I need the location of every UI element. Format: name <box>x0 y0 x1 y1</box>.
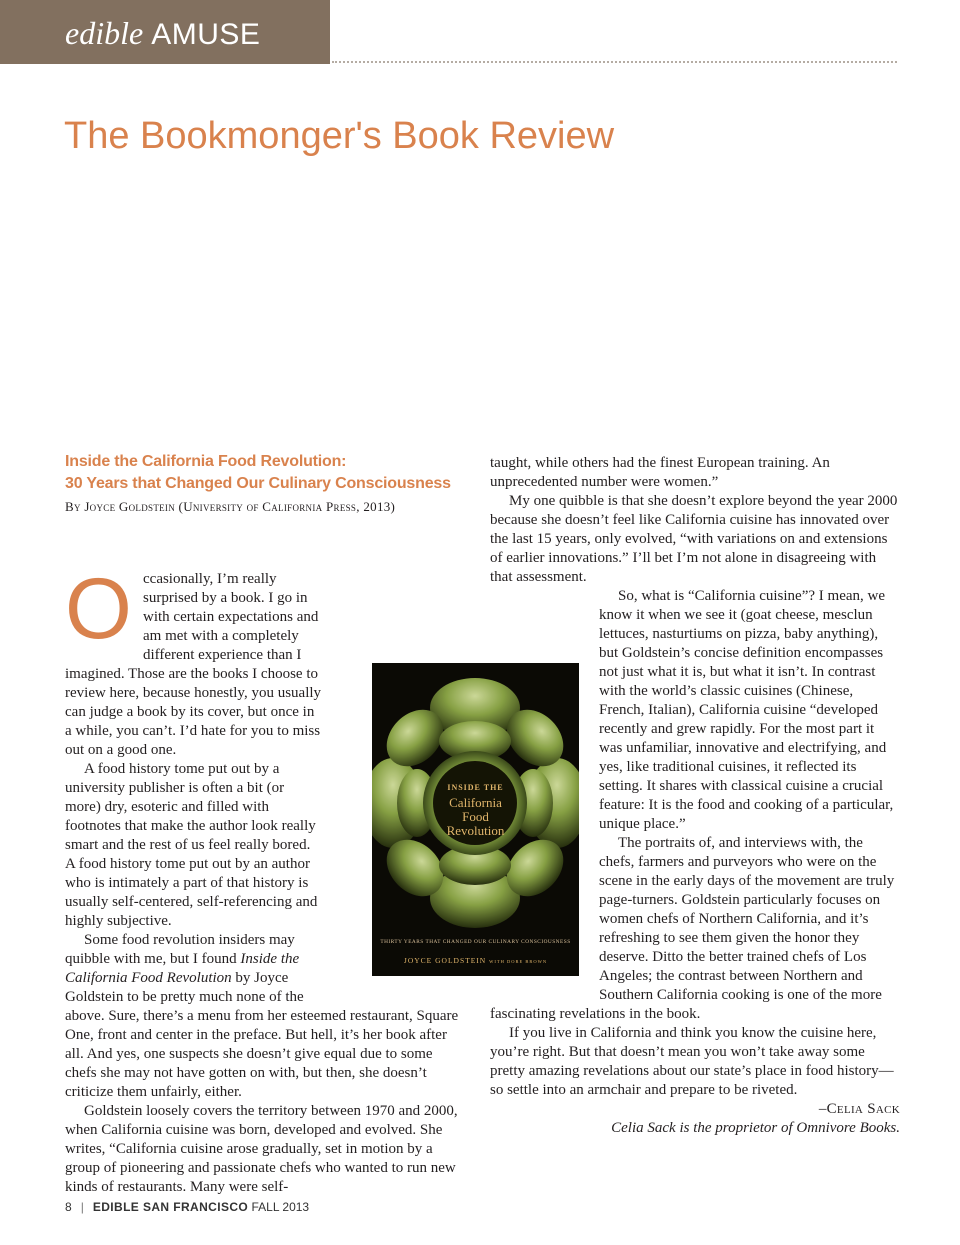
paragraph: If you live in California and think you know the cuisine here, you’re right. But that doesn’t mean you won’t take away some pretty amazing revelations about our state’s place in food history—so settle into an armchair and prepare to be riveted. <box>490 1025 894 1098</box>
book-title-line2: 30 Years that Changed Our Culinary Consciousness <box>65 475 451 492</box>
author-bio: Celia Sack is the proprietor of Omnivore Books. <box>611 1120 900 1136</box>
paragraph: The portraits of, and interviews with, the chefs, farmers and purveyors who were on the scene in the early days of the movement are truly page-turners. Goldstein particularly focuses on women chefs of Northern California, and it’s refreshing to see them given the honor they deserve. Ditto the better trained chefs of Los Angeles; the contrast between Northern and Southern California cooking is one of the more fascinating revelations in the book. <box>490 835 895 1022</box>
drop-cap: O <box>65 561 132 657</box>
section-name: AMUSE <box>151 18 261 51</box>
page-footer <box>65 1198 309 1216</box>
cover-title: California Food Revolution <box>446 795 505 838</box>
paragraph: ccasionally, I’m really surprised by a book. I go in with certain expectations and am met with a completely different experience than I imagined. Those are the books I choose to review here, because honestly, you usually can judge a book by its cover, but once in a while, you can’t. I’d hate for you to miss out on a good one. <box>65 571 322 758</box>
publication-name: EDIBLE SAN FRANCISCO <box>92 1200 249 1214</box>
page-title: The Bookmonger's Book Review <box>64 115 615 157</box>
paragraph: Some food revolution insiders may quibble with me, but I found Inside the California Food Revolution by Joyce Goldstein to be pretty much none of the above. Sure, there’s a menu from her esteemed restaurant, Square One, front and center in the preface. But hell, it’s her book after all. And yes, one suspects she doesn’t give equal due to some chefs she may not have gotten on with, but then, she doesn’t criticize them unfairly, either. <box>65 932 459 1100</box>
book-cover-image <box>372 663 579 976</box>
paragraph: So, what is “California cuisine”? I mean, we know it when we see it (goat cheese, mesclun lettuces, nasturtiums on pizza, baby anything), but Goldstein’s concise definition encompasses not just what it is, but what it isn’t. In contrast with the world’s classic cuisines (Chinese, French, Italian), California cuisine “developed recently and grew rapidly. For the most part it was unfamiliar, innovative and electrifying, and yes, like traditional cuisines, it reflected its setting. It shares with classical cuisine a crucial feature: It is the food and cooking of a particular, unique place.” <box>599 588 894 832</box>
paragraph: A food history tome put out by a university publisher is often a bit (or more) dry, esoteric and filled with footnotes that make the author look really smart and the rest of us feel really bored. A food history tome put out by an author who is intimately a part of that history is usually self-centered, self-referencing and highly subjective. <box>65 761 318 929</box>
paragraph: taught, while others had the finest European training. An unprecedented number were women.” <box>490 455 830 490</box>
book-title <box>65 451 475 495</box>
header-divider <box>332 61 897 63</box>
issue-label: FALL 2013 <box>251 1200 310 1214</box>
paragraph: My one quibble is that she doesn’t explore beyond the year 2000 because she doesn’t feel like California cuisine has innovated over the last 15 years, only evolved, “with variations on and extensions of earlier innovations.” I’ll bet I’m not alone in disagreeing with that assessment. <box>490 493 898 585</box>
book-title-line1: Inside the California Food Revolution: <box>65 453 347 470</box>
cover-subtitle: THIRTY YEARS THAT CHANGED OUR CULINARY CONSCIOUSNESS <box>380 939 571 945</box>
author-signature: –Celia Sack <box>818 1101 900 1117</box>
footer-separator: | <box>80 1200 84 1214</box>
paragraph: Goldstein loosely covers the territory between 1970 and 2000, when California cuisine was born, developed and evolved. She writes, “California cuisine arose gradually, set in motion by a group of pioneering and passionate chefs who wanted to run new kinds of restaurants. Many were self- <box>65 1103 458 1195</box>
section-kicker: edible <box>65 15 144 51</box>
cover-kicker: INSIDE THE <box>447 783 504 792</box>
section-header-tab <box>0 0 330 64</box>
page-number: 8 <box>65 1200 72 1214</box>
cover-author: JOYCE GOLDSTEIN WITH DORE BROWN <box>403 956 548 965</box>
book-byline: By Joyce Goldstein (University of California Press, 2013) <box>65 499 396 514</box>
